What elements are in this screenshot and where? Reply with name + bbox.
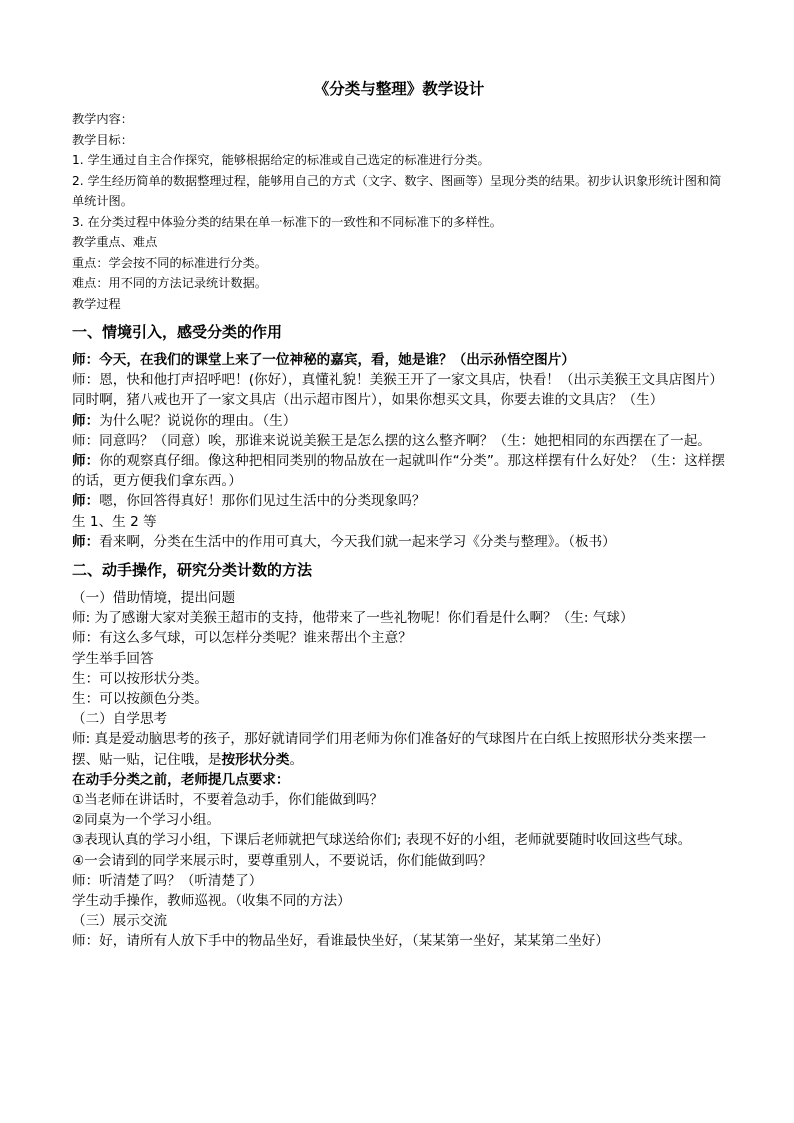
paragraph (72, 491, 726, 511)
section-1-body (72, 350, 726, 552)
section-1-heading: 一、情境引入，感受分类的作用 (72, 323, 283, 341)
intro-line: 教学过程 (72, 296, 121, 311)
intro-line: 2. 学生经历简单的数据整理过程，能够用自己的方式（文字、数字、图画等）呈现分类的结果。初步认识象形统计图和简单统计图。 (72, 173, 722, 208)
paragraph: 生 1、生 2 等 (72, 513, 157, 530)
paragraph-text: 师: 真是爱动脑思考的孩子，那好就请同学们用老师为你们准备好的气球图片在白纸上按照形状分类来摆一摆、贴一贴，记住哦，是 (72, 731, 707, 768)
paragraph: 师：今天，在我们的课堂上来了一位神秘的嘉宾，看，她是谁？（出示孙悟空图片） (72, 352, 575, 368)
paragraph: ④一会请到的同学来展示时，要尊重别人，不要说话，你们能做到吗？ (72, 852, 492, 869)
intro-line: 教学内容： (72, 112, 133, 126)
document-title: 《分类与整理》教学设计 (313, 79, 485, 98)
paragraph (72, 451, 726, 491)
paragraph: 师：恩，快和他打声招呼吧！(你好），真懂礼貌！美猴王开了一家文具店，快看！（出示美猴王文具店图片）同时啊，猪八戒也开了一家文具店（出示超市图片），如果你想买文具，你要去谁的文具店？（生） (72, 372, 723, 409)
speaker-label: 师： (72, 453, 100, 470)
intro-line: 教学目标： (72, 132, 133, 147)
paragraph (72, 532, 726, 552)
document-page (72, 78, 726, 952)
paragraph: 师：听清楚了吗？（听清楚了） (72, 872, 263, 889)
emphasis-text: 按形状分类 (221, 751, 290, 768)
paragraph-text: 你的观察真仔细。像这种把相同类别的物品放在一起就叫作“分类”。那这样摆有什么好处？（生：这样摆的话，更方便我们拿东西。） (72, 453, 725, 490)
paragraph: 师：有这么多气球，可以怎样分类呢？谁来帮出个主意？ (72, 630, 412, 647)
paragraph: 学生动手操作，教师巡视。（收集不同的方法） (72, 893, 351, 910)
paragraph-text: 嗯，你回答得真好！那你们见过生活中的分类现象吗？ (99, 493, 426, 510)
intro-line: 教学重点、难点 (72, 235, 158, 249)
paragraph: 学生举手回答 (72, 650, 154, 667)
intro-line: 难点：用不同的方法记录统计数据。 (72, 276, 267, 290)
paragraph: （三）展示交流 (72, 913, 168, 930)
paragraph: 生：可以按颜色分类。 (72, 691, 208, 708)
speaker-label: 师： (72, 412, 100, 429)
paragraph (72, 729, 726, 769)
intro-line: 1. 学生通过自主合作探究，能够根据给定的标准或自己选定的标准进行分类。 (72, 153, 490, 167)
requirements-heading: 在动手分类之前，老师提几点要求： (72, 771, 290, 788)
paragraph: 生：可以按形状分类。 (72, 670, 208, 687)
intro-block (72, 109, 726, 314)
paragraph: 师: 为了感谢大家对美猴王超市的支持，他带来了一些礼物呢！你们看是什么啊？（生: 气球） (72, 610, 634, 627)
intro-line: 重点：学会按不同的标准进行分类。 (72, 255, 267, 270)
paragraph-text: 。 (289, 751, 304, 768)
paragraph: （二）自学思考 (72, 711, 168, 728)
paragraph: ③表现认真的学习小组，下课后老师就把气球送给你们; 表现不好的小组，老师就要随时收回这些气球。 (72, 832, 692, 849)
section-2-heading: 二、动手操作，研究分类计数的方法 (72, 561, 313, 580)
paragraph: 师：同意吗？（同意）唉，那谁来说说美猴王是怎么摆的这么整齐啊？（生：她把相同的东西摆在了一起。 (72, 432, 711, 449)
paragraph (72, 411, 726, 431)
paragraph-text: 看来啊，分类在生活中的作用可真大，今天我们就一起来学习《分类与整理》。（板书） (99, 533, 616, 550)
paragraph: ①当老师在讲话时，不要着急动手，你们能做到吗？ (72, 792, 384, 809)
intro-line: 3. 在分类过程中体验分类的结果在单一标准下的一致性和不同标准下的多样性。 (72, 214, 502, 229)
paragraph: 师：好，请所有人放下手中的物品坐好，看谁最快坐好，（某某第一坐好，某某第二坐好） (72, 933, 609, 950)
speaker-label: 师： (72, 493, 100, 510)
paragraph-text: 为什么呢？说说你的理由。（生） (99, 412, 297, 429)
section-2-body (72, 588, 726, 952)
paragraph: ②同桌为一个学习小组。 (72, 812, 221, 829)
speaker-label: 师： (72, 533, 100, 550)
paragraph: （一）借助情境，提出问题 (72, 590, 236, 607)
